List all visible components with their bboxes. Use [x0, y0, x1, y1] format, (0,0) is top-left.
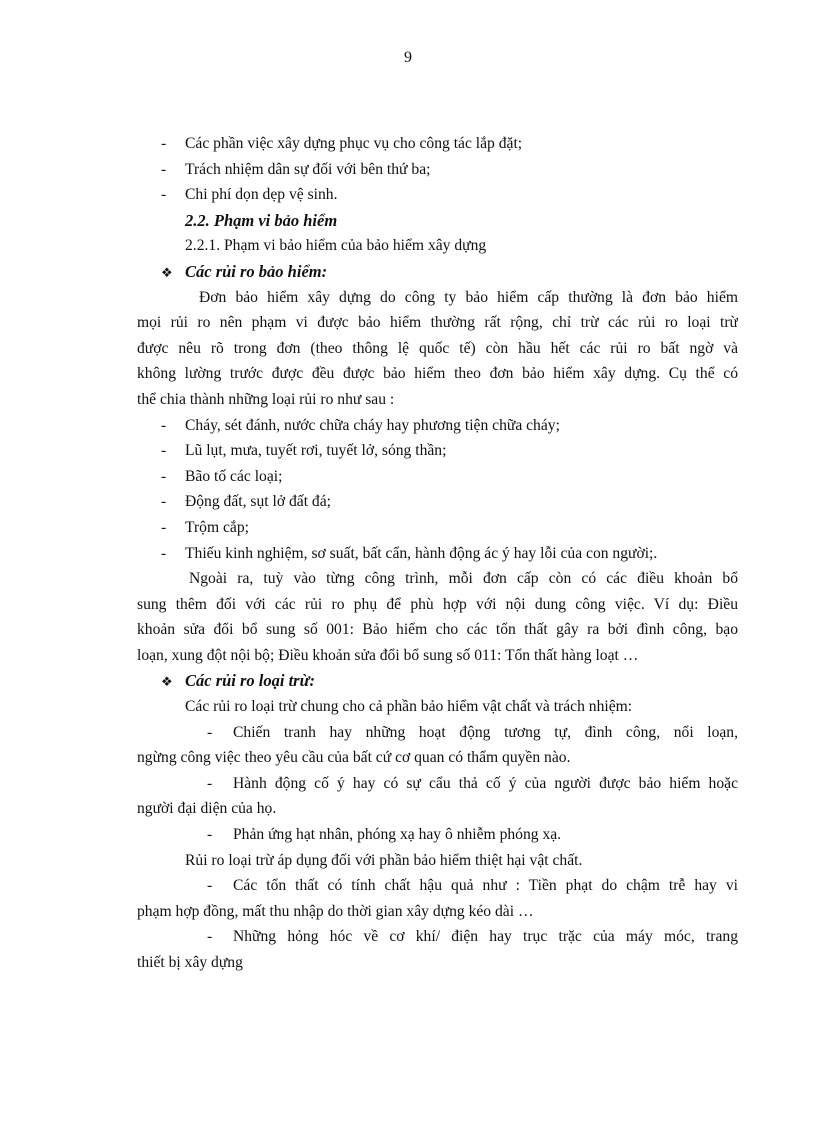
- list-item: - Chi phí dọn dẹp vệ sinh.: [161, 186, 338, 204]
- page-number: 9: [404, 49, 412, 66]
- page-content: [137, 131, 738, 976]
- list-item: - Chiến tranh hay những hoạt động tương tự, đình công, nổi loạn,: [207, 723, 738, 741]
- risks-heading: ❖ Các rủi ro bảo hiểm:: [137, 259, 738, 285]
- paragraph-line: khoản sửa đổi bổ sung số 001: Bảo hiểm cho các tổn thất gây ra bởi đình công, bạo: [137, 621, 738, 639]
- paragraph-line: Rủi ro loại trừ áp dụng đối với phần bảo hiểm thiệt hại vật chất.: [185, 851, 583, 869]
- subsection-title: 2.2.1. Phạm vi bảo hiểm của bảo hiểm xây dựng: [185, 237, 487, 255]
- paragraph-line: Các rủi ro loại trừ chung cho cả phần bảo hiểm vật chất và trách nhiệm:: [185, 698, 633, 716]
- list-item: - Hành động cố ý hay có sự cẩu thả cố ý của người được bảo hiểm hoặc: [207, 774, 738, 792]
- list-item: - Lũ lụt, mưa, tuyết rơi, tuyết lở, sóng thần;: [161, 442, 447, 460]
- paragraph-line: Đơn bảo hiểm xây dựng do công ty bảo hiểm cấp thường là đơn bảo hiểm: [199, 288, 738, 306]
- paragraph-line: mọi rủi ro nên phạm vi được bảo hiểm thường rất rộng, chỉ trừ các rủi ro loại trừ: [137, 314, 738, 332]
- list-item-continuation: người đại diện của họ.: [137, 800, 277, 818]
- diamond-bullet-icon: ❖: [161, 264, 173, 280]
- list-item-continuation: thiết bị xây dựng: [137, 954, 243, 971]
- list-item: - Các phần việc xây dựng phục vụ cho công tác lắp đặt;: [161, 135, 523, 152]
- list-item: - Cháy, sét đánh, nước chữa cháy hay phương tiện chữa cháy;: [161, 416, 560, 434]
- section-title: 2.2. Phạm vi bảo hiểm: [185, 210, 338, 230]
- list-item: - Những hỏng hóc về cơ khí/ điện hay trục trặc của máy móc, trang: [207, 928, 738, 946]
- paragraph-line: sung thêm đối với các rủi ro phụ để phù hợp với nội dung công việc. Ví dụ: Điều: [137, 595, 738, 613]
- list-item: - Phản ứng hạt nhân, phóng xạ hay ô nhiễm phóng xạ.: [207, 826, 562, 844]
- list-item: - Trộm cắp;: [161, 518, 249, 536]
- list-item-continuation: phạm hợp đồng, mất thu nhập do thời gian xây dựng kéo dài …: [137, 902, 534, 920]
- paragraph-line: Ngoài ra, tuỳ vào từng công trình, mỗi đơn cấp còn có các điều khoản bổ: [189, 570, 738, 588]
- paragraph-line: thể chia thành những loại rủi ro như sau :: [137, 390, 395, 408]
- paragraph-line: không lường trước được đều được bảo hiểm theo đơn bảo hiểm xây dựng. Cụ thể có: [137, 365, 738, 383]
- list-item: - Bão tố các loại;: [161, 467, 283, 485]
- paragraph-line: được nêu rõ trong đơn (theo thông lệ quốc tế) còn hầu hết các rủi ro bất ngờ và: [137, 339, 738, 357]
- list-item: - Thiếu kinh nghiệm, sơ suất, bất cẩn, hành động ác ý hay lỗi của con người;.: [161, 544, 658, 562]
- list-item: - Động đất, sụt lở đất đá;: [161, 493, 331, 511]
- paragraph-line: loạn, xung đột nội bộ; Điều khoản sửa đổi bổ sung số 011: Tổn thất hàng loạt …: [137, 646, 639, 664]
- exclusions-heading: ❖ Các rủi ro loại trừ:: [137, 668, 738, 694]
- diamond-bullet-icon: ❖: [161, 674, 173, 690]
- list-item: - Trách nhiệm dân sự đối với bên thứ ba;: [161, 160, 431, 178]
- list-item-continuation: ngừng công việc theo yêu cầu của bất cứ cơ quan có thẩm quyền nào.: [137, 749, 571, 767]
- list-item: - Các tổn thất có tính chất hậu quả như : Tiền phạt do chậm trễ hay vi: [207, 877, 738, 895]
